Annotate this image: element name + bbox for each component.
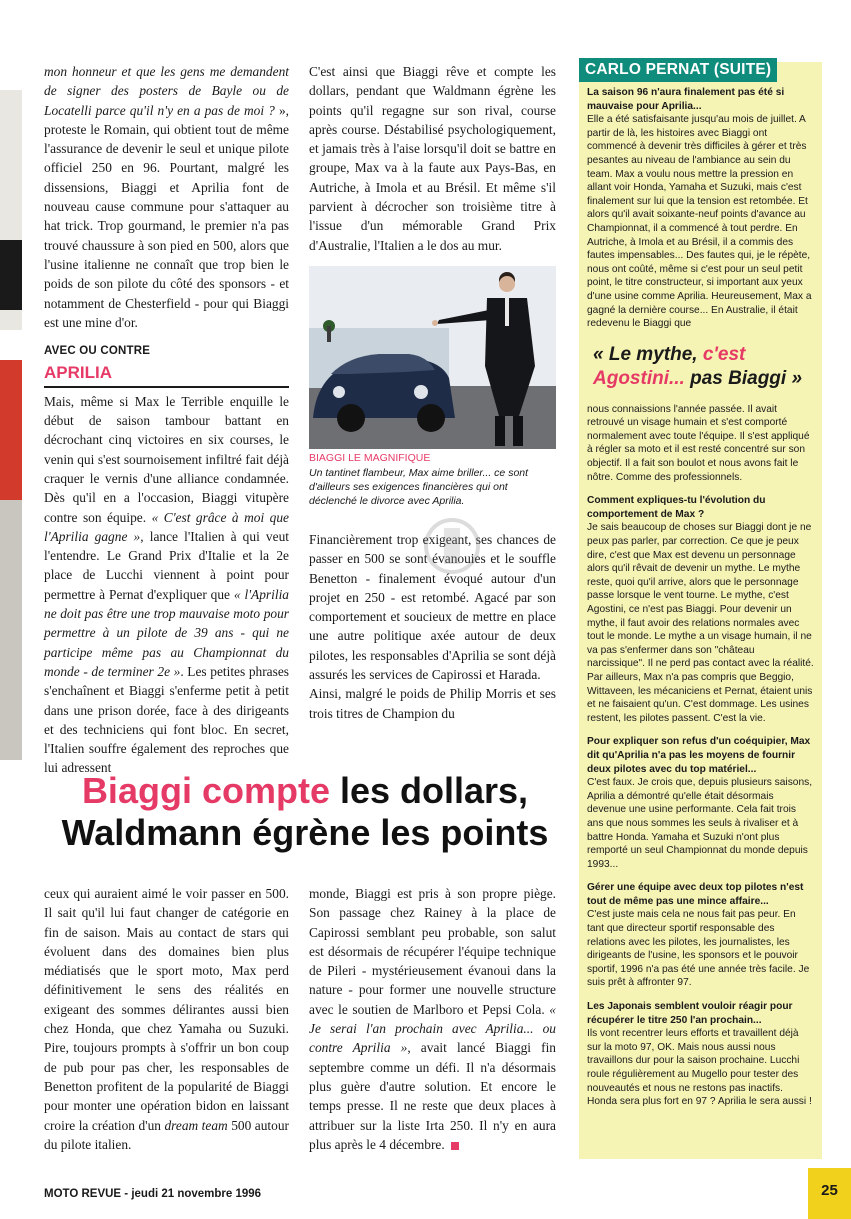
end-of-article-mark — [451, 1142, 459, 1150]
watermark-logo — [412, 516, 492, 576]
caption-text: Un tantinet flambeur, Max aime briller... ce sont d'ailleurs ses exigences financières qui ont déclenché le divorce avec Aprilia. — [309, 467, 529, 507]
section-subtitle: APRILIA — [44, 363, 289, 387]
interview-question: La saison 96 n'aura finalement pas été si mauvaise pour Aprilia... — [587, 87, 785, 112]
paragraph: ceux qui auraient aimé le voir passer en 500. Il sait qu'il lui faut changer de catégorie en fin de saison. Mais au contact de stars qui évoluent dans des domaines bien plus médiatisés que le sport moto, Max perd définitivement le sens des réalités en exigeant des sommes délirantes aussi bien chez Honda, que chez Yamaha ou Suzuki. Pire, toujours prompts à s'offrir un bon coup de pub pour pas cher, les responsables de Benetton profitent de la popularité de Biaggi pour monter une opération bidon en laissant croire la création d'un dream team 500 autour du pilote italien. — [44, 886, 289, 1152]
article-column-4 — [309, 884, 556, 1154]
interview-answer: C'est juste mais cela ne nous fait pas peur. En tant que directeur sportif responsable des relations avec les pilotes, les journalistes, les dirigeants de l'usine, les sponsors et le pouvoir sportif, 1996 n'a pas été une année très facile. Je suis prêt à affronter 97. — [587, 909, 810, 989]
adjacent-page-edge — [0, 60, 22, 760]
headline-line2: Waldmann égrène les points — [61, 812, 549, 853]
interview-question: Pour expliquer son refus d'un coéquipier, Max dit qu'Aprilia n'a pas les moyens de fournir deux pilotes avec du top matériel... — [587, 736, 811, 775]
paragraph: Mais, même si Max le Terrible enquille le début de saison tambour battant en décrochant cinq victoires en six courses, le venin qui s'est sournoisement infiltré fait déjà craquer le vernis d'une alliance condamnée. Dès qu'il en a l'occasion, Biaggi vitupère contre son équipe. « C'est grâce à moi que l'Aprilia gagne », lance l'Italien à qui veut l'entendre. Le Grand Prix d'Italie et la 2e place de Lucchi viennent à point pour permettre à Pernat d'expliquer que « l'Aprilia ne doit pas être une trop mauvaise moto pour permettre à un pilote de 39 ans - qui ne participe même pas au Championnat du monde - de terminer 2e ». Les petites phrases s'enchaînent et Biaggi s'enferme petit à petit dans une prison dorée, face à des dirigeants et des techniciens qui font bloc. En secret, l'Italien souffre également des reproches que lui adressent — [44, 393, 289, 776]
article-column-1 — [44, 62, 289, 778]
photo-illustration — [309, 266, 556, 449]
interview-answer: nous connaissions l'année passée. Il avait retrouvé un visage humain et s'est comporté normalement avec toute l'équipe. Il s'est appliqué à régler sa moto et il est resté concentré sur son objectif. Il a fait son boulot et nous avons fait le nôtre. Comme des professionnels. — [587, 403, 810, 483]
interview-question: Les Japonais semblent vouloir réagir pour récupérer le titre 250 l'an prochain... — [587, 1001, 793, 1026]
paragraph: Ainsi, malgré le poids de Philip Morris et ses trois titres de Champion du — [309, 686, 556, 721]
article-headline — [40, 770, 570, 854]
caption-title: BIAGGI LE MAGNIFIQUE — [309, 452, 431, 464]
sidebar-title: CARLO PERNAT (SUITE) — [579, 58, 777, 82]
footer-publication: MOTO REVUE - jeudi 21 novembre 1996 — [44, 1188, 262, 1200]
pull-quote: « Le mythe, c'est Agostini... pas Biaggi » — [593, 343, 803, 389]
interview-answer: Ils vont recentrer leurs efforts et travaillent déjà sur la moto 97, OK. Mais nous aussi nous travaillons dur pour la saison prochaine. Lucchi roule régulièrement au Mugello pour tester des nouveautés et nous ne restons pas inactifs. Honda sera plus fort en 97 ? Aprilia le sera aussi ! — [587, 1028, 812, 1108]
section-kicker: AVEC OU CONTRE — [44, 345, 151, 358]
interview-sidebar — [579, 62, 822, 1159]
interview-answer: Je sais beaucoup de choses sur Biaggi dont je ne peux pas parler, par correction. Ce que je peux dire, c'est que Max est devenu un personnage alors qu'il rêvait de devenir un mythe. Le mythe reste, quoi qu'il arrive, alors que le personnage passe lorsque le vent tourne. Le mythe, c'est Agostini, ce n'est pas Biaggi. Pour devenir un mythe, il faut avoir des relations normales avec tout le monde. Le mythe a un visage humain, il ne va pas s'enfermer dans son "château narcissique". Il ne perd pas contact avec la réalité. Par ailleurs, Max n'a pas compris que Beggio, Wittaveen, les mécaniciens et Pernat, étaient unis et ne faisaient qu'un. C'est dommage. Les usines restent, les pilotes passent. C'est la vie. — [587, 522, 814, 724]
photo-caption — [309, 452, 556, 508]
article-column-2 — [309, 62, 556, 255]
headline-highlight: Biaggi compte — [81, 770, 330, 811]
photo-biaggi-car — [309, 266, 556, 449]
paragraph: mon honneur et que les gens me demandent de signer des posters de Bayle ou de Locatelli parce qu'il n'y en a pas de moi ? », proteste le Romain, qui obtient tout de même l'assurance de devenir le seul et unique pilote officiel 250 en 96. Pourtant, malgré les dissensions, Biaggi et Aprilia font de nouveau cause commune pour s'attaquer au hat trick. Trop gourmand, le premier n'a pas trouvé chaussure à son pied en 500, alors que l'usine italienne ne connaît que trop bien le poids de son pilote du côté des sponsors - et notamment de Chesterfield - pour qui Biaggi est une mine d'or. — [44, 64, 289, 330]
article-column-3 — [44, 884, 289, 1154]
interview-question: Gérer une équipe avec deux top pilotes n'est tout de même pas une mince affaire... — [587, 882, 804, 907]
paragraph: C'est ainsi que Biaggi rêve et compte les dollars, pendant que Waldmann égrène les points qu'il regagne sur son rival, course après course. Déstabilisé psychologiquement, et jamais très à l'aise lorsqu'il doit se battre en groupe, Max va à la faute aux Pays-Bas, en Autriche, à Imola et au Brésil. Et même s'il parvient à décrocher son troisième titre à l'issue d'un mémorable Grand Prix d'Australie, l'Italien a le dos au mur. — [309, 64, 556, 253]
interview-answer: Elle a été satisfaisante jusqu'au mois de juillet. A partir de là, les histoires avec Biaggi ont commencé à devenir très difficiles à gérer et très pesantes au niveau de l'ambiance au sein du team. Max a voulu nous mettre la pression en allant voir Honda, Yamaha et Suzuki, mais c'est finalement sur lui que la tension est retombée. Et alors qu'il avait soixante-neuf points d'avance au Championnat, il a commencé à tout perdre. En Autriche, à Imola et au Brésil, il a commis des fautes impensables... Des fautes qui, je le répète, nous ont coûté, même si c'est pour un seul petit point, le titre constructeur, si important aux yeux d'une usine comme Aprilia. Heureusement, Max a gagné la dernière course... En Australie, il était redevenu le Biaggi que — [587, 114, 812, 330]
page-number: 25 — [808, 1168, 851, 1219]
interview-answer: C'est faux. Je crois que, depuis plusieurs saisons, Aprilia a démontré qu'elle était désormais devenue une usine performante. Cela fait trois ans que nous sommes les seuls à rivaliser et à battre Honda. Yamaha et Suzuki n'ont plus remporté un seul Championnat du monde depuis 1993... — [587, 777, 813, 870]
interview-question: Comment expliques-tu l'évolution du comportement de Max ? — [587, 495, 766, 520]
paragraph: Financièrement trop exigeant, ses chances de passer en 500 se sont évanouies et le souffle Benetton - finalement évoqué autour d'un projet en 250 - est retombé. Agacé par son comportement et soucieux de mettre en place une autre politique axée autour de deux pilotes, les responsables d'Aprilia se sont déjà assurés les services de Capirossi et Harada. — [309, 532, 556, 683]
headline-line1: les dollars, — [329, 770, 529, 811]
paragraph: monde, Biaggi est pris à son propre piège. Son passage chez Rainey à la place de Capirossi semblant peu probable, son salut est désormais de récupérer l'équipe technique de Pileri - mystérieusement évanoui dans la nature - pour former une nouvelle structure avec le soutien de Marlboro et Pepsi Cola. « Je serai l'an prochain avec Aprilia... ou contre Aprilia », avait lancé Biaggi fin septembre comme un défi. Il n'a désormais plus guère d'autre solution. Et encore le temps presse. Il ne reste que deux places à attribuer sur la liste Irta 250. Il n'y en aura plus après le 4 décembre. — [309, 886, 556, 1152]
